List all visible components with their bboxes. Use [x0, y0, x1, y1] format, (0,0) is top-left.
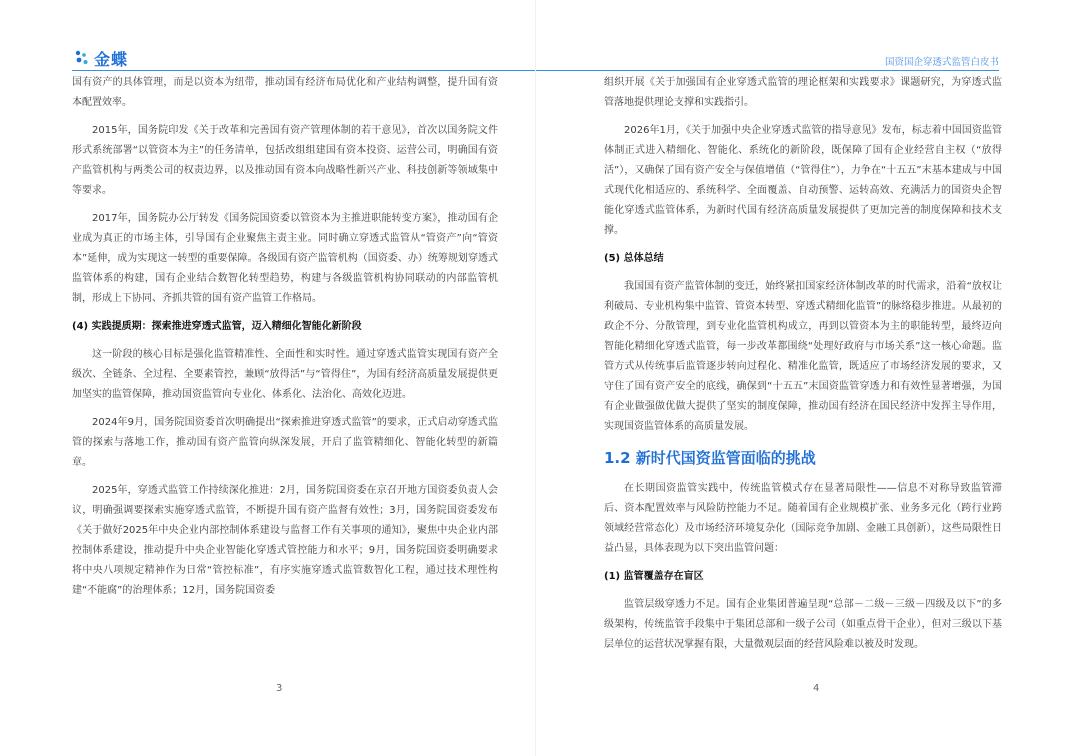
paragraph: 在长期国资监管实践中，传统监管模式存在显著局限性——信息不对称导致监管滞后、资本配置效率与风险防控能力不足。随着国有企业规模扩张、业务多元化（跨行业跨领域经营常态化）及市场经济环境复杂化（国际竞争加剧、金融工具创新），这些局限性日益凸显，具体表现为以下突出监管问题：: [604, 483, 1002, 554]
paragraph: 这一阶段的核心目标是强化监管精准性、全面性和实时性。通过穿透式监管实现国有资产全级次、全链条、全过程、全要素管控，兼顾“放得活”与“管得住”，为国有经济高质量发展提供更加坚实的监管保障，推动国资监管向专业化、体系化、法治化、高效化迈进。: [72, 349, 498, 400]
left-page: [0, 0, 535, 756]
header-rule: [536, 70, 999, 71]
paragraph: 2017年，国务院办公厅转发《国务院国资委以管资本为主推进职能转变方案》，推动国有企业成为真正的市场主体，引导国有企业聚焦主责主业。同时确立穿透式监管从“管资产”向“管资本”延伸，成为实现这一转型的重要保障。各级国有资产监管机构（国资委、办）统筹规划穿透式监管体系的构建，国有企业结合数智化转型趋势，构建与各级监管机构协同联动的内部监管机制，形成上下协同、齐抓共管的国有资产监管工作格局。: [72, 213, 498, 304]
paragraph: 监管层级穿透力不足。国有企业集团普遍呈现“总部－二级－三级－四级及以下”的多级架构，传统监管手段集中于集团总部和一级子公司（如重点骨干企业），但对三级以下基层单位的运营状况掌握有限，大量微观层面的经营风险难以被及时发现。: [604, 599, 1002, 650]
kingdee-logo-icon: [74, 50, 90, 66]
logo: [74, 47, 128, 69]
paragraph: 2024年9月，国务院国资委首次明确提出“探索推进穿透式监管”的要求，正式启动穿透式监管的探索与落地工作，推动国有资产监管向纵深发展，开启了监管精细化、智能化转型的新篇章。: [72, 417, 498, 468]
section-heading: (5) 总体总结: [604, 253, 664, 264]
logo-text: 金蝶: [94, 49, 129, 69]
section-heading: (1) 监管覆盖存在盲区: [604, 571, 704, 582]
chapter-section-title: 1.2 新时代国资监管面临的挑战: [604, 449, 816, 467]
page-number: 3: [276, 683, 283, 694]
paragraph: 我国国有资产监管体制的变迁，始终紧扣国家经济体制改革的时代需求，沿着“放权让利破局、专业机构集中监管、管资本转型、穿透式精细化监管”的脉络稳步推进。从最初的政企不分、分散管理，到专业化监管机构成立，再到以管资本为主的职能转型，最终迈向智能化精细化穿透式监管，每一步改革都围绕“处理好政府与市场关系”这一核心命题。监管方式从传统事后监管逐步转向过程化、精准化监管，既适应了市场经济发展的要求，又守住了国有资产安全的底线，确保到“十五五”末国资监管穿透力和有效性显著增强，为国有企业做强做优做大提供了坚实的制度保障，推动国有经济在国民经济中发挥主导作用，实现国资监管体系的高质量发展。: [604, 281, 1002, 432]
paragraph: 国有资产的具体管理，而是以资本为纽带，推动国有经济布局优化和产业结构调整，提升国有资本配置效率。: [72, 77, 498, 108]
left-page-content: [72, 73, 498, 609]
paragraph: 2025年，穿透式监管工作持续深化推进：2月，国务院国资委在京召开地方国资委负责人会议，明确强调要探索实施穿透式监管，不断提升国有资产监督有效性；3月，国务院国资委发布《关于做好2025年中央企业内部控制体系建设与监督工作有关事项的通知》，聚焦中央企业内部控制体系建设，推动提升中央企业智能化穿透式管控能力和水平；9月，国务院国资委明确要求将中央八项规定精神作为日常“管控标准”，有序实施穿透式监管数智化工程，通过技术理性构建“不能腐”的治理体系；12月，国务院国资委: [72, 485, 498, 596]
section-heading: (4) 实践提质期：探索推进穿透式监管，迈入精细化智能化新阶段: [72, 321, 362, 332]
page-number: 4: [813, 683, 820, 694]
paragraph: 2015年，国务院印发《关于改革和完善国有资产管理体制的若干意见》，首次以国务院文件形式系统部署“以管资本为主”的任务清单，包括改组组建国有资本投资、运营公司，明确国有资产监管机构与两类公司的权责边界，以及推动国有资本向战略性新兴产业、科技创新等领域集中等要求。: [72, 125, 498, 196]
header-rule: [72, 70, 535, 71]
paragraph: 2026年1月，《关于加强中央企业穿透式监管的指导意见》发布，标志着中国国资监管体制正式进入精细化、智能化、系统化的新阶段，既保障了国有企业经营自主权（“放得活”），又确保了国有资产安全与保值增值（“管得住”），力争在“十五五”末基本建成与中国式现代化相适应的、系统科学、全面覆盖、自动预警、运转高效、充满活力的国资央企智能化穿透式监管体系，为新时代国有经济高质量发展提供了更加完善的制度保障和技术支撑。: [604, 125, 1002, 236]
right-page: [536, 0, 1071, 756]
paragraph: 组织开展《关于加强国有企业穿透式监管的理论框架和实践要求》课题研究，为穿透式监管落地提供理论支撑和实践指引。: [604, 77, 1002, 108]
right-page-content: [604, 73, 1002, 663]
document-title: 国资国企穿透式监管白皮书: [884, 57, 999, 68]
